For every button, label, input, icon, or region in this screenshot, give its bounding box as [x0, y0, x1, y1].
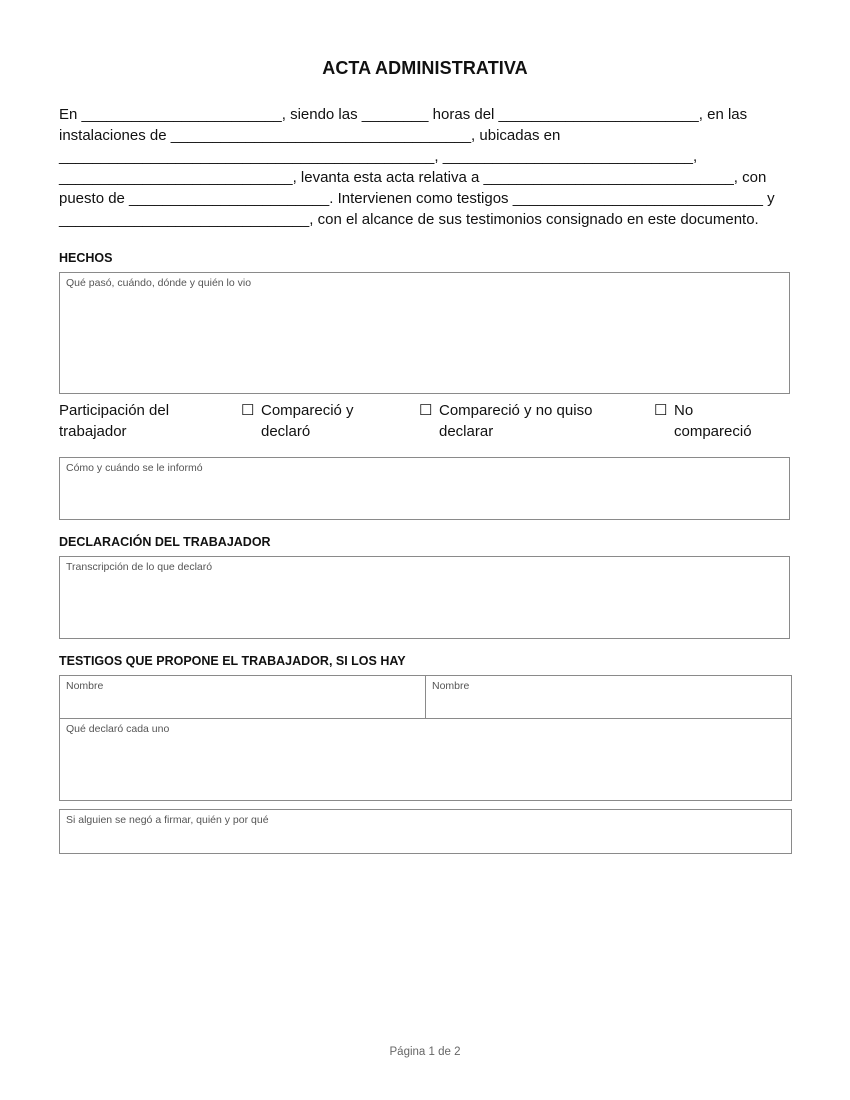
witnesses-heading: TESTIGOS QUE PROPONE EL TRABAJADOR, SI LOS HAY — [59, 654, 406, 668]
checkbox-icon[interactable]: ☐ — [241, 402, 255, 419]
notice-field[interactable] — [59, 457, 790, 520]
participation-label — [59, 400, 219, 442]
hechos-field-label: Qué pasó, cuándo, dónde y quién lo vio — [66, 277, 252, 289]
hechos-heading: HECHOS — [59, 251, 113, 265]
checkbox-icon[interactable]: ☐ — [654, 402, 668, 419]
witness-declaration-field[interactable] — [60, 719, 791, 800]
witness-name-field-1[interactable] — [60, 676, 426, 719]
participation-label-line1: Participación del — [59, 402, 170, 419]
option-label-line1: Compareció y — [261, 402, 354, 419]
option-label-line2: declarar — [439, 423, 494, 440]
option-comparecio-declaro[interactable] — [241, 400, 354, 442]
witnesses-table — [59, 675, 792, 801]
intro-line-2: instalaciones de ____________________________________, ubicadas en — [59, 127, 561, 144]
option-label-line2: compareció — [674, 423, 752, 440]
option-label-line1: Compareció y no quiso — [439, 402, 593, 419]
witness-name-field-2[interactable] — [426, 676, 791, 719]
witness-name-label-1: Nombre — [66, 680, 104, 692]
declaration-field[interactable] — [59, 556, 790, 639]
intro-line-3: _____________________________________________, ______________________________, — [59, 148, 698, 165]
witness-name-label-2: Nombre — [432, 680, 470, 692]
option-label-line2: declaró — [261, 423, 311, 440]
page-number: Página 1 de 2 — [389, 1046, 461, 1058]
checkbox-icon[interactable]: ☐ — [419, 402, 433, 419]
declaration-heading: DECLARACIÓN DEL TRABAJADOR — [59, 535, 271, 549]
option-label-line1: No — [674, 402, 694, 419]
option-no-comparecio[interactable] — [654, 400, 752, 442]
witness-declaration-label: Qué declaró cada uno — [66, 723, 170, 735]
document-title: ACTA ADMINISTRATIVA — [322, 58, 528, 78]
intro-line-4: ____________________________, levanta esta acta relativa a ______________________________, con — [59, 169, 767, 186]
hechos-field[interactable] — [59, 272, 790, 394]
participation-row — [59, 400, 799, 446]
intro-line-6: ______________________________, con el alcance de sus testimonios consignado en este documento. — [59, 211, 759, 228]
notice-field-label: Cómo y cuándo se le informó — [66, 462, 203, 474]
participation-label-line2: trabajador — [59, 423, 127, 440]
intro-line-1: En ________________________, siendo las ________ horas del ________________________, en las — [59, 106, 748, 123]
refusal-field[interactable] — [59, 809, 792, 854]
option-comparecio-no-declaro[interactable] — [419, 400, 592, 442]
intro-line-5: puesto de ________________________. Intervienen como testigos ______________________________ y — [59, 190, 775, 207]
declaration-field-label: Transcripción de lo que declaró — [66, 561, 213, 573]
refusal-field-label: Si alguien se negó a firmar, quién y por qué — [66, 814, 269, 826]
intro-paragraph — [59, 104, 799, 230]
